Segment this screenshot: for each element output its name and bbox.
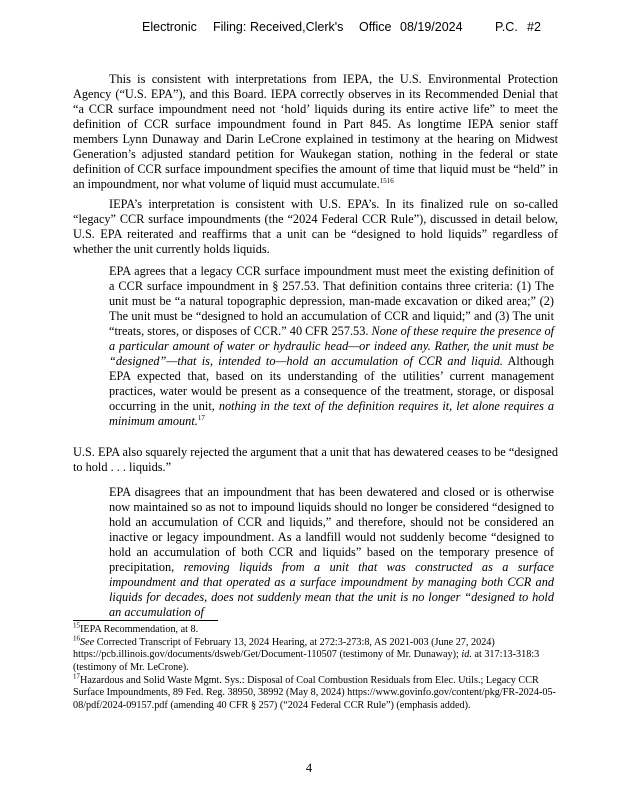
footnote-16-see: See [80,637,95,648]
paragraph-3-text: U.S. EPA also squarely rejected the argument that a unit that has dewatered ceases to be “designed to hold . . . liquids.” [73,445,558,474]
header-electronic: Electronic [142,20,197,34]
paragraph-2 [73,197,558,257]
paragraph-2-text: IEPA’s interpretation is consistent with U.S. EPA’s. In its finalized rule on so-called “legacy” CCR surface impoundments (the “2024 Federal CCR Rule”), discussed in detail below, U.S. EPA reiterated and reaffirms that a unit can be “designed to hold liquids” regardless of whether the unit currently holds liquids. [73,197,558,256]
footnote-17-text: Hazardous and Solid Waste Mgmt. Sys.: Disposal of Coal Combustion Residuals from Elec. Utils.; Legacy CCR Surface Impoundments, 89 Fed. Reg. 38950, 38992 (May 8, 2024) https://www.govinfo.gov/content/pkg/FR-2024-05-08/pdf/2024-09157.pdf (amending 40 CFR § 257) (“2024 Federal CCR Rule”) (emphasis added). [73,675,556,711]
footnote-17 [73,672,558,712]
block-quote-2-text: EPA disagrees that an impoundment that has been dewatered and closed or is otherwise now maintained so as not to impound liquids should no longer be considered “designed to hold an accumulation of CCR and liquids,” and therefore, should not be considered an inactive or legacy impoundment. As a landfill would not suddenly become “designed to hold an accumulation of both CCR and liquids” based on the temporary presence of precipitation, [109,485,554,574]
block-quote-1-italic: None of these require the presence of a particular amount of water or hydraulic head—or indeed any. Rather, the unit must be “designed”—that is, intended to—hold an accumulation of CCR and liquid. [109,324,555,368]
paragraph-3 [73,445,558,475]
footnote-17-number: 17 [73,672,80,681]
footnote-15-number: 15 [73,621,80,630]
footnote-16 [73,634,558,674]
footnote-separator [73,620,218,621]
footnote-ref-16[interactable]: 16 [386,176,394,185]
page-number: 4 [305,761,313,775]
header-received: Received,Clerk's [250,20,344,34]
paragraph-1-text: This is consistent with interpretations from IEPA, the U.S. Environmental Protection Agency (“U.S. EPA”), and this Board. IEPA correctly observes in its Recommended Denial that “a CCR surface impoundment need not ‘hold’ liquids during its entire active life” to meet the definition of CCR surface impoundment found in Part 845. As longtime IEPA senior staff members Lynn Dunaway and Darin LeCrone explained in testimony at the hearing on Midwest Generation’s adjusted standard petition for Waukegan station, nothing in the federal or state definition of CCR surface impoundment specifies the amount of time that liquid must be “held” in an impoundment, nor what volume of liquid must accumulate. [73,72,558,191]
footnote-15 [73,621,558,636]
block-quote-1-text: EPA agrees that a legacy CCR surface impoundment must meet the existing definition of a CCR surface impoundment in § 257.53. That definition contains three criteria: (1) The unit must be “a natural topographic depression, man-made excavation or diked area;” (2) The unit must be “designed to hold an accumulation of CCR and liquid;” and (3) The unit “treats, stores, or disposes of CCR.” 40 CFR 257.53. [109,264,554,338]
footnote-ref-15[interactable]: 15 [379,176,387,185]
paragraph-1 [73,72,558,192]
footnote-ref-17[interactable]: 17 [197,413,205,422]
block-quote-1-italic-2: nothing in the text of the definition requires it, let alone requires a minimum amount. [109,399,554,428]
footnote-16-id: id. [461,649,472,661]
header-office: Office [359,20,392,34]
footnote-16-number: 16 [73,634,80,643]
header-date: 08/19/2024 [400,20,463,34]
block-quote-1-text-2: Although EPA expected that, based on its understanding of the utilities’ current management practices, water would be present as a consequence of the treatment, storage, or disposal occurring in the unit, [109,354,554,413]
block-quote-2-italic: removing liquids from a unit that was constructed as a surface impoundment and that operated as a surface impoundment by managing both CCR and liquids for decades, does not suddenly mean that the unit is no longer “designed to hold an accumulation of [109,560,555,619]
footnote-16-text: Corrected Transcript of February 13, 2024 Hearing, at 272:3-273:8, AS 2021-003 (June 27, 2024) https://pcb.illinois.gov/documents/dsweb/Get/Document-110507 (testimony of Mr. Dunaway); [73,637,495,661]
footnote-16-text-2: at 317:13-318:3 (testimony of Mr. LeCrone). [73,649,540,673]
header-pc-number: #2 [527,20,541,34]
header-filing: Filing: [213,20,247,34]
block-quote-2 [109,485,554,620]
footnote-15-text: IEPA Recommendation, at 8. [80,624,199,635]
header-pc-label: P.C. [495,20,518,34]
block-quote-1 [109,264,554,429]
